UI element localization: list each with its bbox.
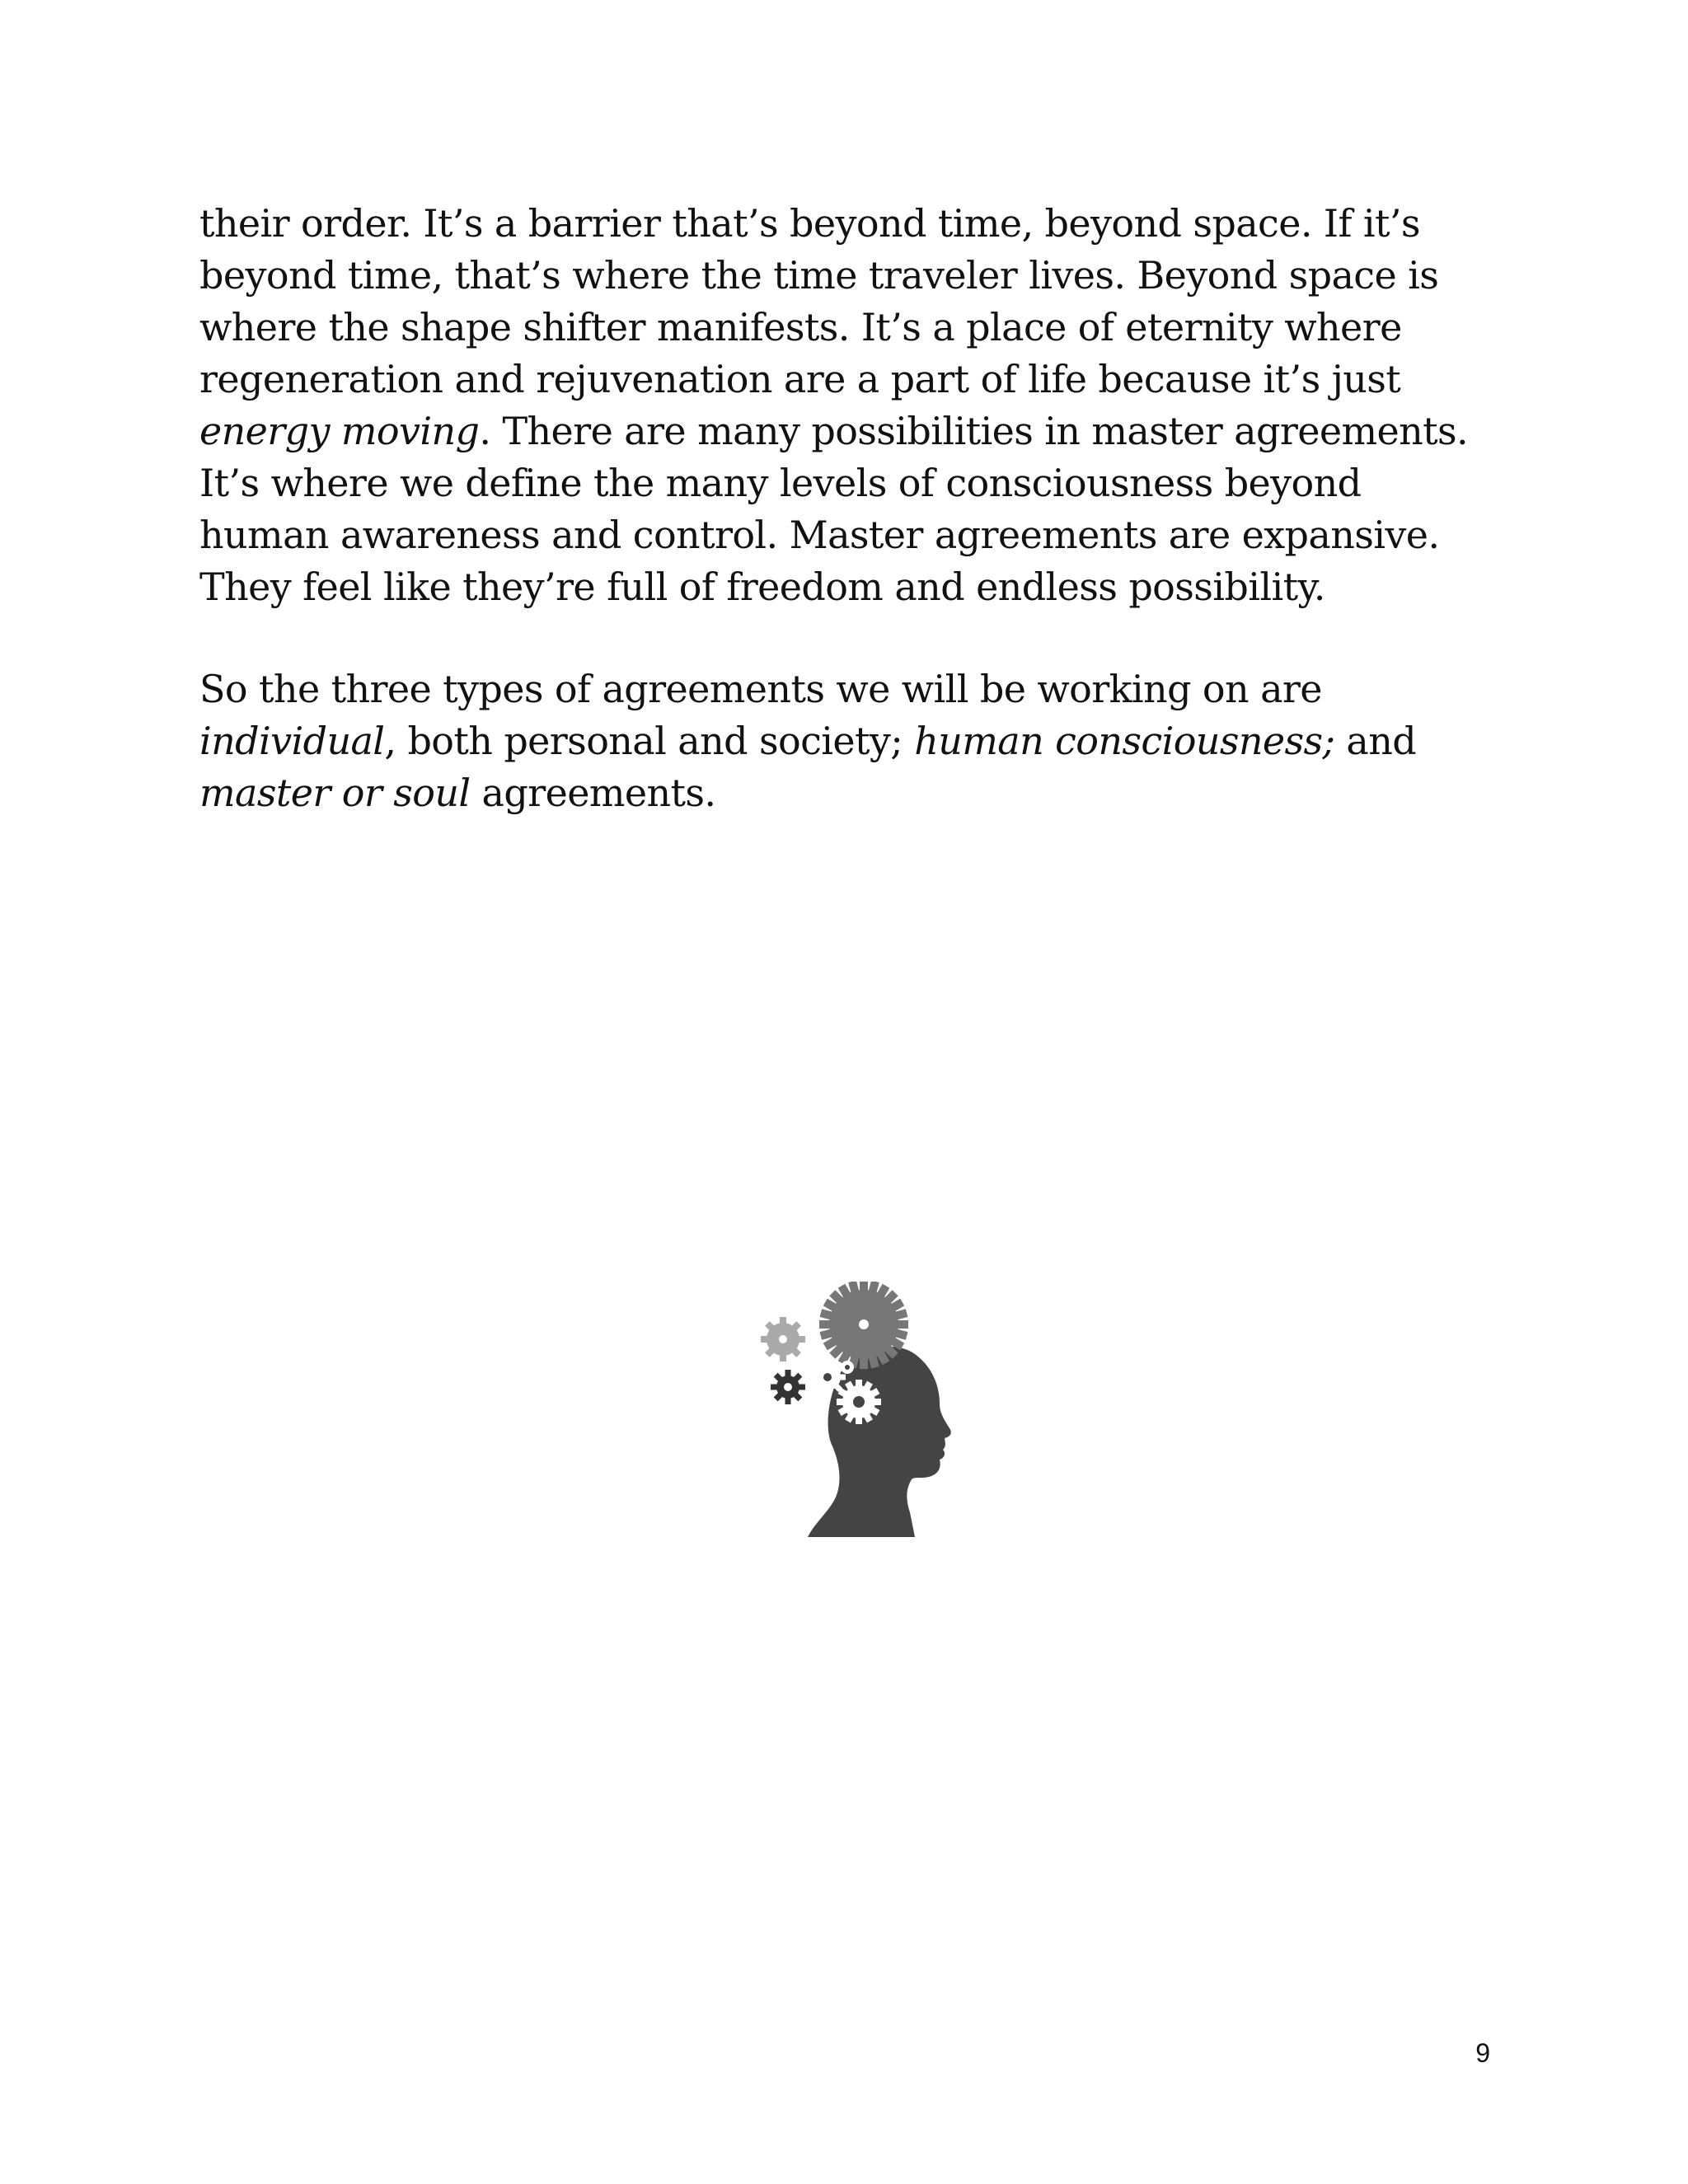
- text-fragment: and: [1334, 719, 1417, 763]
- paragraph-master-agreements: [199, 198, 1518, 613]
- text-fragment: agreements.: [470, 771, 716, 815]
- text-line: regeneration and rejuvenation are a part of life because it’s just: [199, 357, 1401, 401]
- large-gear-icon: [819, 1282, 908, 1369]
- head-with-gears-icon: [758, 1282, 964, 1537]
- text-fragment: , both personal and society;: [384, 719, 915, 763]
- text-fragment: . There are many possibilities in master agreements.: [479, 409, 1469, 453]
- italic-phrase: individual: [199, 719, 385, 763]
- italic-phrase: energy moving: [199, 409, 480, 453]
- italic-phrase: human consciousness;: [914, 719, 1335, 763]
- paragraph-three-types: [199, 663, 1518, 819]
- text-line: [199, 405, 1518, 457]
- white-gear-icon: [841, 1361, 854, 1374]
- text-line: They feel like they’re full of freedom and endless possibility.: [199, 565, 1325, 609]
- text-line: So the three types of agreements we will be working on are: [199, 667, 1322, 711]
- text-line: beyond time, that’s where the time traveler lives. Beyond space is: [199, 253, 1439, 298]
- text-line: [199, 715, 1518, 767]
- italic-phrase: master or soul: [199, 771, 471, 815]
- text-line: where the shape shifter manifests. It’s a place of eternity where: [199, 305, 1402, 349]
- text-line: human awareness and control. Master agreements are expansive.: [199, 513, 1440, 557]
- small-light-gear-icon: [761, 1317, 805, 1361]
- small-dark-gear-icon: [771, 1370, 805, 1404]
- text-line: their order. It’s a barrier that’s beyond time, beyond space. If it’s: [199, 201, 1420, 246]
- text-line: It’s where we define the many levels of consciousness beyond: [199, 461, 1362, 505]
- page-number: 9: [1475, 2038, 1490, 2068]
- text-line: [199, 767, 1518, 819]
